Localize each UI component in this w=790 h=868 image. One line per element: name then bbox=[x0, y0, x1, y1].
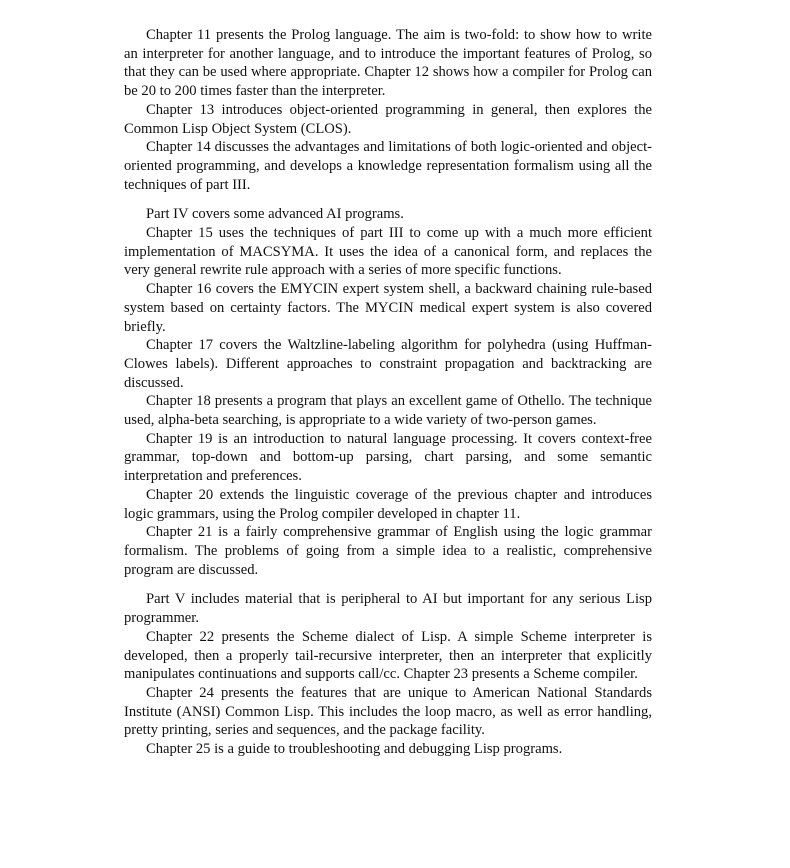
paragraph-chapter-17: Chapter 17 covers the Waltzline-labeling algorithm for polyhedra (using Huffman-Clowes labels). Different approaches to constraint propagation and backtracking are discussed. bbox=[124, 337, 652, 391]
document-page bbox=[124, 26, 652, 759]
paragraph-chapter-14: Chapter 14 discusses the advantages and limitations of both logic-oriented and object-oriented programming, and develops a knowledge representation formalism using all the techniques of part III. bbox=[124, 139, 652, 193]
paragraph-chapter-21: Chapter 21 is a fairly comprehensive grammar of English using the logic grammar formalism. The problems of going from a simple idea to a realistic, comprehensive program are discussed. bbox=[124, 524, 652, 578]
paragraph-chapter-13: Chapter 13 introduces object-oriented programming in general, then explores the Common Lisp Object System (CLOS). bbox=[124, 101, 652, 137]
paragraph-chapter-16: Chapter 16 covers the EMYCIN expert system shell, a backward chaining rule-based system based on certainty factors. The MYCIN medical expert system is also covered briefly. bbox=[124, 281, 652, 335]
paragraph-chapter-15: Chapter 15 uses the techniques of part III to come up with a much more efficient implementation of MACSYMA. It uses the idea of a canonical form, and replaces the very general rewrite rule approach with a series of more specific functions. bbox=[124, 225, 652, 279]
paragraph-chapter-11-12: Chapter 11 presents the Prolog language. The aim is two-fold: to show how to write an interpreter for another language, and to introduce the important features of Prolog, so that they can be used where appropriate. Chapter 12 shows how a compiler for Prolog can be 20 to 200 times faster than the interpreter. bbox=[124, 27, 652, 100]
paragraph-chapter-22-23: Chapter 22 presents the Scheme dialect of Lisp. A simple Scheme interpreter is developed, then a properly tail-recursive interpreter, then an interpreter that explicitly manipulates continuations and supports call/cc. Chapter 23 presents a Scheme compiler. bbox=[124, 628, 652, 683]
paragraph-chapter-20: Chapter 20 extends the linguistic coverage of the previous chapter and introduces logic grammars, using the Prolog compiler developed in chapter 11. bbox=[124, 486, 652, 522]
paragraph-chapter-19: Chapter 19 is an introduction to natural language processing. It covers context-free grammar, top-down and bottom-up parsing, chart parsing, and some semantic interpretation and preferences. bbox=[124, 430, 652, 485]
paragraph-chapter-18: Chapter 18 presents a program that plays an excellent game of Othello. The technique used, alpha-beta searching, is appropriate to a wide variety of two-person games. bbox=[124, 393, 652, 429]
paragraph-chapter-25: Chapter 25 is a guide to troubleshooting and debugging Lisp programs. bbox=[146, 741, 563, 758]
paragraph-part-v: Part V includes material that is peripheral to AI but important for any serious Lisp programmer. bbox=[124, 591, 652, 627]
paragraph-part-iv: Part IV covers some advanced AI programs. bbox=[146, 206, 404, 223]
paragraph-chapter-24: Chapter 24 presents the features that are unique to American National Standards Institute (ANSI) Common Lisp. This includes the loop macro, as well as error handling, pretty printing, series and sequences, and the package facility. bbox=[124, 684, 652, 739]
